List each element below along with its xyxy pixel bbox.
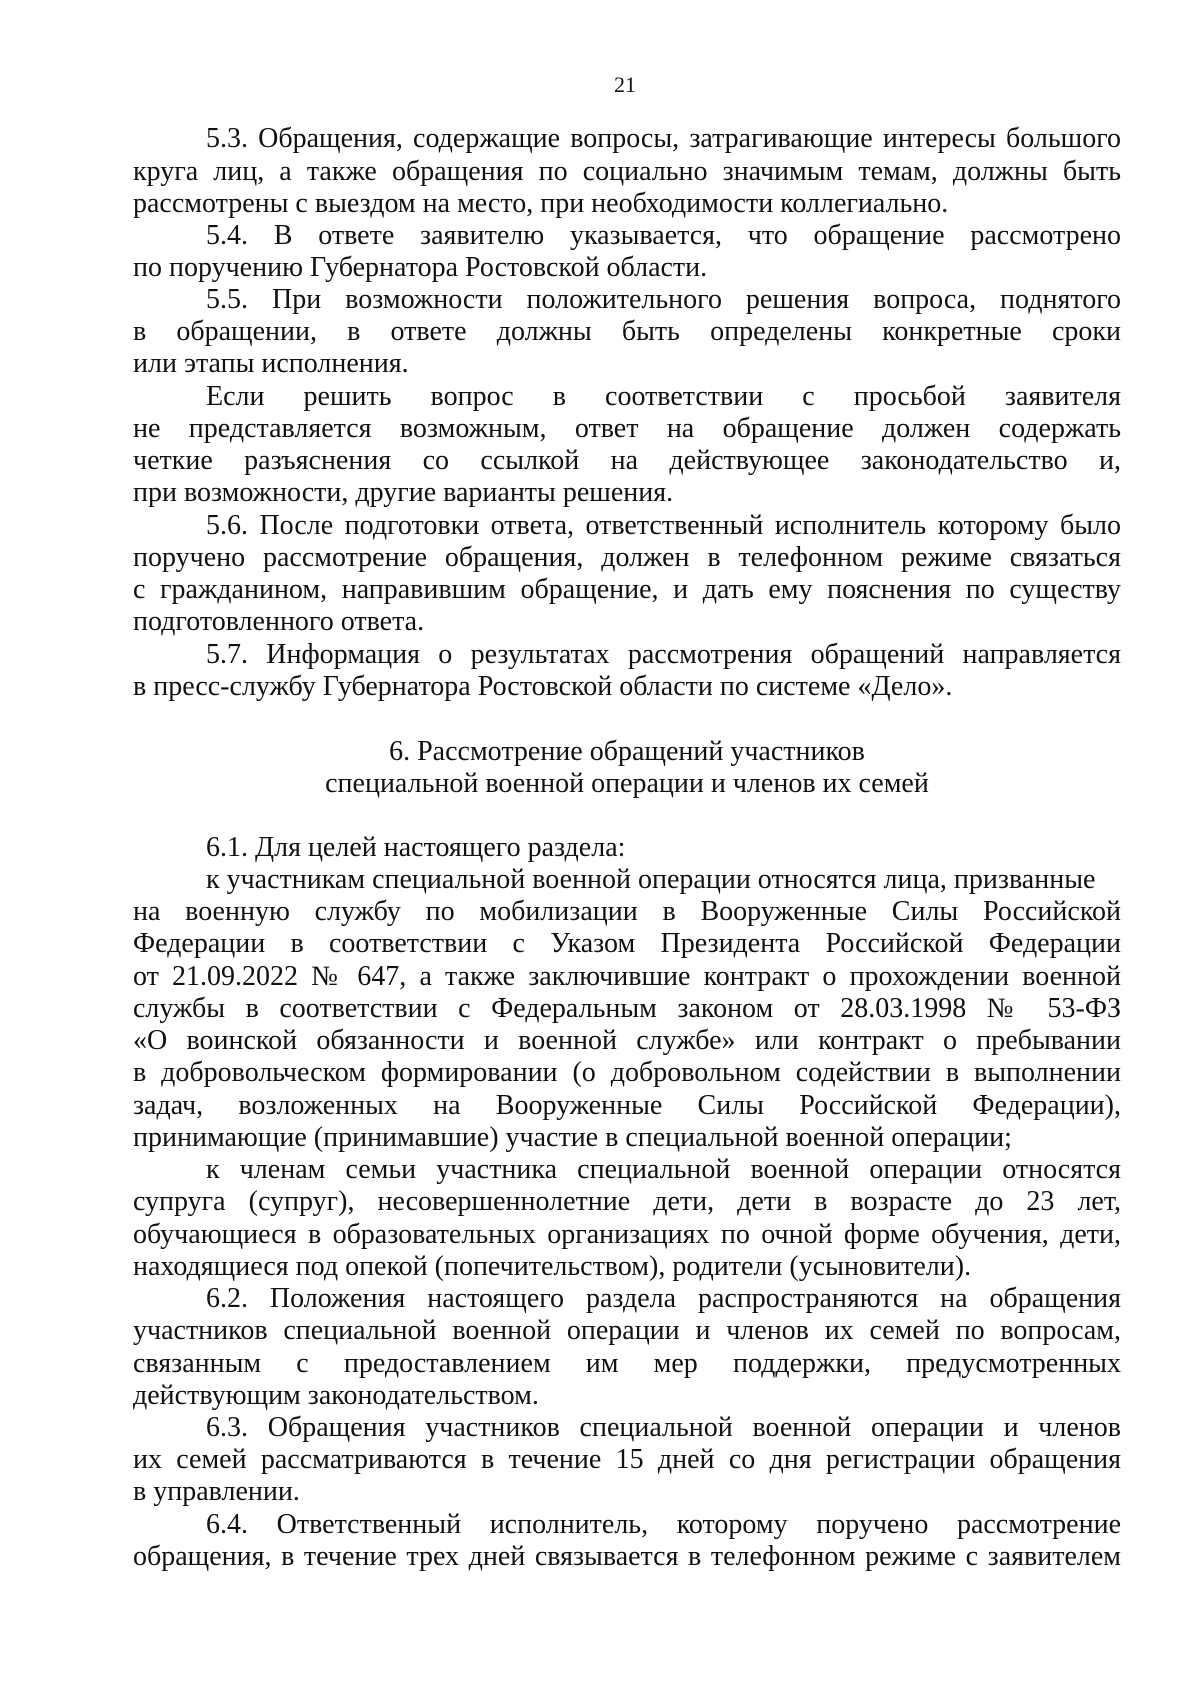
text-line: принимающие (принимавшие) участие в специальной военной операции; bbox=[133, 1122, 1012, 1153]
text-line: службы в соответствии с Федеральным законом от 28.03.1998 № 53-ФЗ bbox=[133, 993, 1121, 1024]
text-line: Если решить вопрос в соответствии с просьбой заявителя bbox=[206, 381, 1121, 412]
text-line: 5.4. В ответе заявителю указывается, что обращение рассмотрено bbox=[206, 220, 1121, 251]
text-line: «О воинской обязанности и военной службе» или контракт о пребывании bbox=[133, 1025, 1121, 1056]
text-line: по поручению Губернатора Ростовской области. bbox=[133, 252, 708, 283]
page-number: 21 bbox=[614, 72, 636, 97]
text-line: задач, возложенных на Вооруженные Силы Российской Федерации), bbox=[133, 1090, 1121, 1121]
text-line: от 21.09.2022 № 647, а также заключившие контракт о прохождении военной bbox=[133, 961, 1121, 992]
text-line: не представляется возможным, ответ на обращение должен содержать bbox=[133, 413, 1121, 444]
text-line: четкие разъяснения со ссылкой на действующее законодательство и, bbox=[133, 445, 1121, 476]
text-line: с гражданином, направившим обращение, и дать ему пояснения по существу bbox=[133, 574, 1121, 605]
text-line: в пресс-службу Губернатора Ростовской области по системе «Дело». bbox=[133, 671, 953, 702]
text-line: супруга (супруг), несовершеннолетние дети, дети в возрасте до 23 лет, bbox=[133, 1186, 1121, 1217]
text-line: 6.2. Положения настоящего раздела распространяются на обращения bbox=[206, 1283, 1121, 1314]
text-line: 6.4. Ответственный исполнитель, которому поручено рассмотрение bbox=[206, 1509, 1121, 1540]
text-line: поручено рассмотрение обращения, должен в телефонном режиме связаться bbox=[133, 542, 1121, 573]
text-line: или этапы исполнения. bbox=[133, 348, 409, 379]
text-line: 5.5. При возможности положительного решения вопроса, поднятого bbox=[206, 284, 1121, 315]
section-heading: 6. Рассмотрение обращений участников bbox=[389, 736, 865, 767]
text-line: 6.3. Обращения участников специальной военной операции и членов bbox=[206, 1412, 1121, 1443]
text-line: подготовленного ответа. bbox=[133, 606, 425, 637]
text-line: обращения, в течение трех дней связывается в телефонном режиме с заявителем bbox=[133, 1541, 1121, 1572]
text-line: действующим законодательством. bbox=[133, 1380, 539, 1411]
text-line: 5.6. После подготовки ответа, ответственный исполнитель которому было bbox=[206, 510, 1121, 541]
text-line: на военную службу по мобилизации в Вооруженные Силы Российской bbox=[133, 896, 1121, 927]
text-line: к членам семьи участника специальной военной операции относятся bbox=[206, 1154, 1121, 1185]
text-line: связанным с предоставлением им мер поддержки, предусмотренных bbox=[133, 1348, 1121, 1379]
text-line: их семей рассматриваются в течение 15 дней со дня регистрации обращения bbox=[133, 1444, 1121, 1475]
text-line: находящиеся под опекой (попечительством), родители (усыновители). bbox=[133, 1251, 972, 1282]
text-line: 5.3. Обращения, содержащие вопросы, затрагивающие интересы большого bbox=[206, 123, 1121, 154]
text-line: при возможности, другие варианты решения. bbox=[133, 477, 674, 508]
text-line: круга лиц, а также обращения по социально значимым темам, должны быть bbox=[133, 156, 1121, 187]
section-heading: специальной военной операции и членов их семей bbox=[325, 768, 929, 799]
text-line: Федерации в соответствии с Указом Президента Российской Федерации bbox=[133, 928, 1121, 959]
text-line: 5.7. Информация о результатах рассмотрения обращений направляется bbox=[206, 639, 1121, 670]
text-line: участников специальной военной операции и членов их семей по вопросам, bbox=[133, 1315, 1121, 1346]
text-line: рассмотрены с выездом на место, при необходимости коллегиально. bbox=[133, 188, 949, 219]
text-line: обучающиеся в образовательных организациях по очной форме обучения, дети, bbox=[133, 1219, 1121, 1250]
text-line: в добровольческом формировании (о добровольном содействии в выполнении bbox=[133, 1057, 1121, 1088]
text-line: в управлении. bbox=[133, 1476, 300, 1507]
text-line: в обращении, в ответе должны быть определены конкретные сроки bbox=[133, 316, 1121, 347]
text-line: 6.1. Для целей настоящего раздела: bbox=[206, 832, 626, 863]
text-line: к участникам специальной военной операции относятся лица, призванные bbox=[206, 864, 1096, 895]
